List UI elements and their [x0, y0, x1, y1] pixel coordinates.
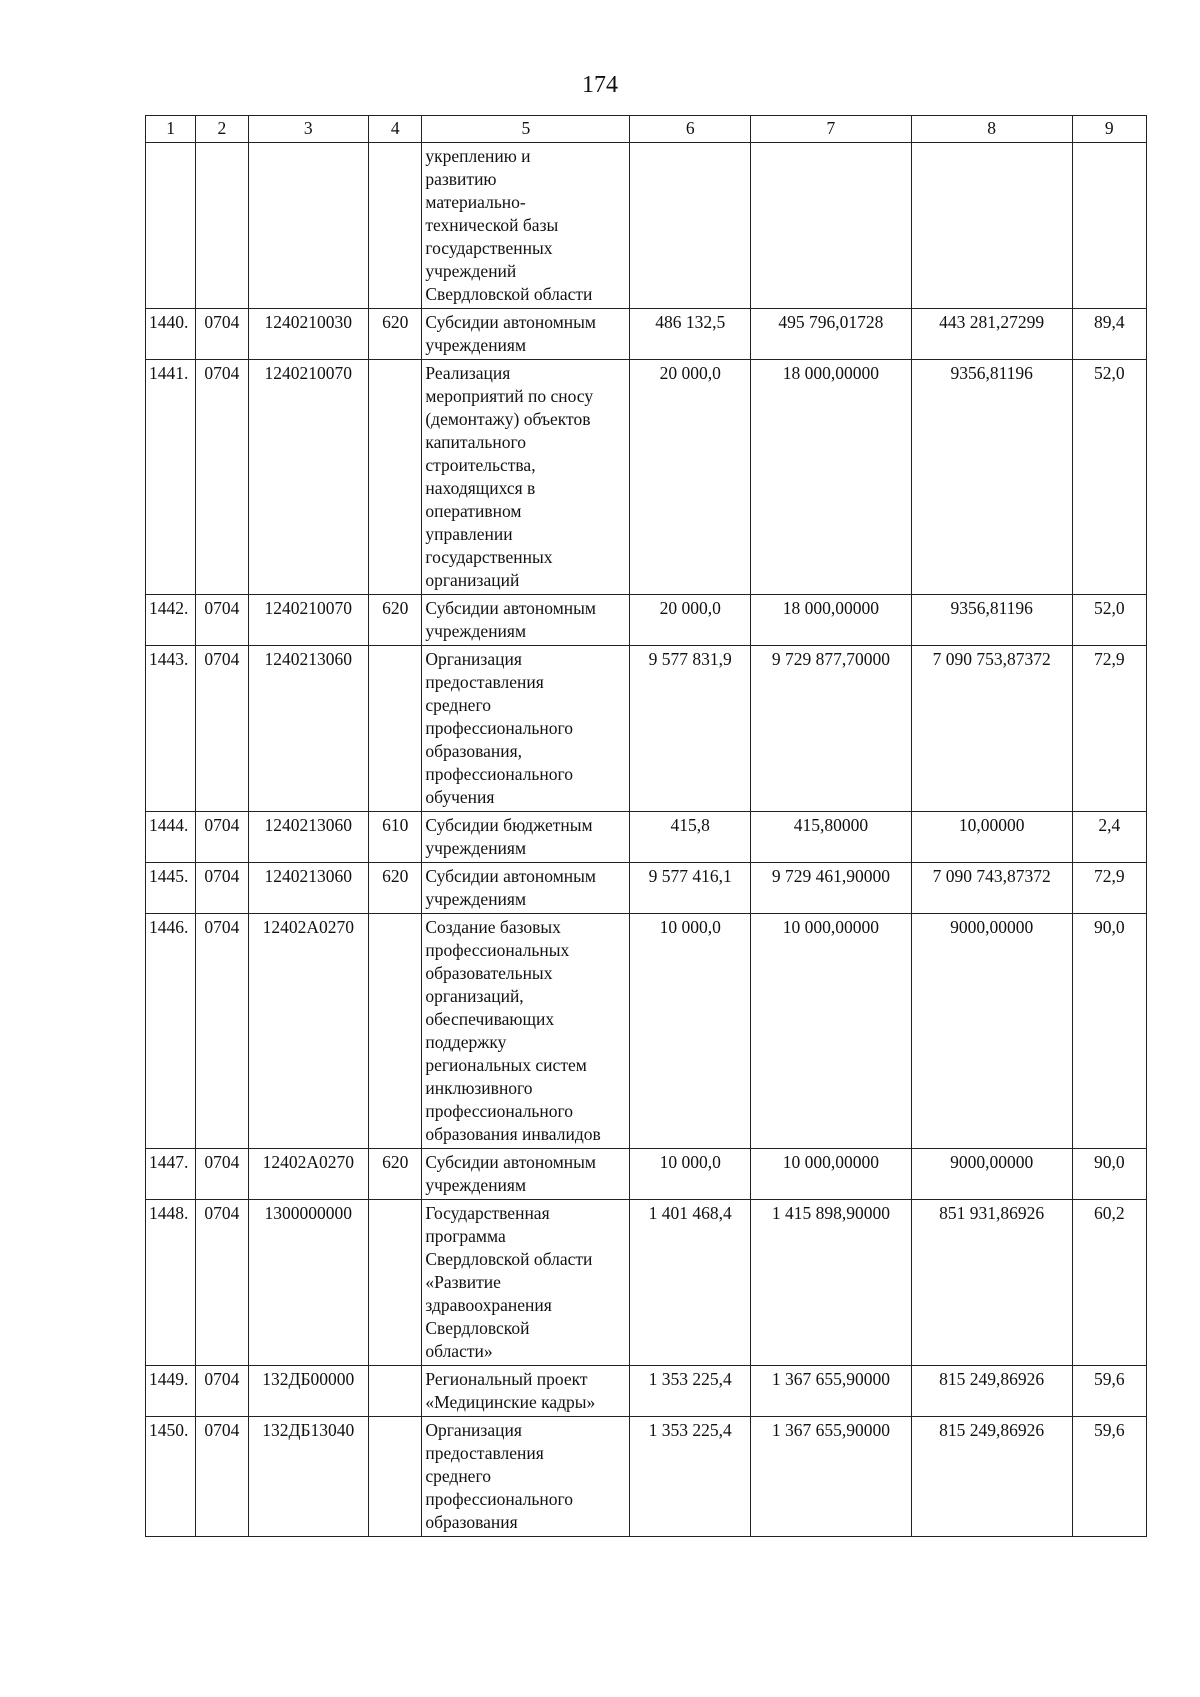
- column-header: 3: [248, 116, 369, 143]
- item-name-cell: [422, 1200, 630, 1366]
- column-header: 8: [911, 116, 1072, 143]
- section-code-text: 0704: [204, 866, 240, 886]
- executed-amount-cell: [911, 1149, 1072, 1200]
- execution-percent-cell: [1072, 1149, 1146, 1200]
- planned-amount-cell: [630, 1417, 751, 1537]
- planned-amount-cell: [630, 914, 751, 1149]
- expense-type-text: 620: [382, 866, 409, 886]
- refined-amount-cell: [750, 1200, 911, 1366]
- execution-percent-cell: [1072, 309, 1146, 360]
- execution-percent-text: 72,9: [1093, 866, 1125, 886]
- target-code-text: 1240210070: [264, 363, 353, 383]
- refined-amount-cell: [750, 360, 911, 595]
- refined-amount-cell: [750, 143, 911, 309]
- executed-amount-cell: [911, 1200, 1072, 1366]
- expense-type-cell: [369, 1200, 422, 1366]
- expense-type-cell: [369, 1149, 422, 1200]
- refined-amount-text: 9 729 877,70000: [771, 649, 890, 669]
- target-code-cell: [248, 1417, 369, 1537]
- row-number-cell: [146, 360, 196, 595]
- column-header: 4: [369, 116, 422, 143]
- executed-amount-cell: [911, 1366, 1072, 1417]
- refined-amount-cell: [750, 812, 911, 863]
- refined-amount-cell: [750, 1366, 911, 1417]
- executed-amount-cell: [911, 914, 1072, 1149]
- executed-amount-text: 7 090 743,87372: [932, 866, 1051, 886]
- item-name-cell: [422, 595, 630, 646]
- execution-percent-cell: [1072, 595, 1146, 646]
- executed-amount-text: 9356,81196: [950, 598, 1033, 618]
- expense-type-text: 620: [382, 1152, 409, 1172]
- row-number-cell: [146, 1200, 196, 1366]
- target-code-cell: [248, 360, 369, 595]
- item-name-cell: [422, 309, 630, 360]
- planned-amount-cell: [630, 1200, 751, 1366]
- planned-amount-text: 486 132,5: [655, 312, 726, 332]
- expense-type-cell: [369, 143, 422, 309]
- item-name-cell: [422, 914, 630, 1149]
- row-number-text: 1445.: [149, 866, 189, 886]
- table-row: [146, 1149, 1147, 1200]
- target-code-text: 12402А0270: [262, 917, 354, 937]
- table-row: [146, 646, 1147, 812]
- item-name-cell: [422, 646, 630, 812]
- item-name-cell: [422, 812, 630, 863]
- refined-amount-text: 1 415 898,90000: [771, 1203, 890, 1223]
- refined-amount-text: 1 367 655,90000: [771, 1369, 890, 1389]
- item-name-text: укреплению и развитию материально- технической базы государственных учреждений Свердловской области: [425, 146, 593, 304]
- section-code-text: 0704: [204, 1420, 240, 1440]
- row-number-text: 1444.: [149, 815, 189, 835]
- planned-amount-text: 1 401 468,4: [648, 1203, 732, 1223]
- table-row: [146, 914, 1147, 1149]
- section-code-text: 0704: [204, 363, 240, 383]
- item-name-cell: [422, 1149, 630, 1200]
- expense-type-cell: [369, 812, 422, 863]
- target-code-cell: [248, 1149, 369, 1200]
- target-code-text: 132ДБ00000: [262, 1369, 355, 1389]
- refined-amount-text: 18 000,00000: [782, 598, 879, 618]
- row-number-text: 1447.: [149, 1152, 189, 1172]
- table-row: [146, 309, 1147, 360]
- target-code-text: 1240213060: [264, 649, 353, 669]
- section-code-text: 0704: [204, 598, 240, 618]
- row-number-text: 1448.: [149, 1203, 189, 1223]
- target-code-cell: [248, 595, 369, 646]
- planned-amount-text: 10 000,0: [659, 917, 721, 937]
- refined-amount-cell: [750, 914, 911, 1149]
- budget-table: [145, 115, 1147, 1537]
- planned-amount-text: 20 000,0: [659, 363, 721, 383]
- execution-percent-text: 2,4: [1098, 815, 1121, 835]
- execution-percent-cell: [1072, 143, 1146, 309]
- table-row: [146, 812, 1147, 863]
- item-name-cell: [422, 863, 630, 914]
- section-code-text: 0704: [204, 815, 240, 835]
- execution-percent-text: 89,4: [1093, 312, 1125, 332]
- target-code-cell: [248, 646, 369, 812]
- target-code-text: 1240213060: [264, 866, 353, 886]
- row-number-cell: [146, 863, 196, 914]
- target-code-text: 1240210070: [264, 598, 353, 618]
- row-number-text: 1441.: [149, 363, 189, 383]
- planned-amount-text: 1 353 225,4: [648, 1369, 732, 1389]
- item-name-cell: [422, 1417, 630, 1537]
- planned-amount-cell: [630, 1149, 751, 1200]
- target-code-cell: [248, 914, 369, 1149]
- refined-amount-text: 1 367 655,90000: [771, 1420, 890, 1440]
- target-code-cell: [248, 309, 369, 360]
- item-name-text: Субсидии автономным учреждениям: [425, 598, 596, 641]
- target-code-text: 1240213060: [264, 815, 353, 835]
- executed-amount-cell: [911, 143, 1072, 309]
- refined-amount-text: 10 000,00000: [782, 917, 879, 937]
- row-number-cell: [146, 914, 196, 1149]
- planned-amount-cell: [630, 360, 751, 595]
- refined-amount-cell: [750, 646, 911, 812]
- table-row: [146, 360, 1147, 595]
- target-code-cell: [248, 812, 369, 863]
- item-name-text: Создание базовых профессиональных образовательных организаций, обеспечивающих поддержку региональных систем инклюзивного профессионального образования инвалидов: [425, 917, 601, 1144]
- expense-type-text: 620: [382, 598, 409, 618]
- execution-percent-cell: [1072, 1200, 1146, 1366]
- refined-amount-cell: [750, 1417, 911, 1537]
- execution-percent-text: 60,2: [1093, 1203, 1125, 1223]
- column-header: 9: [1072, 116, 1146, 143]
- item-name-text: Субсидии автономным учреждениям: [425, 312, 596, 355]
- section-code-cell: [196, 143, 248, 309]
- table-header-row: [146, 116, 1147, 143]
- table-row: [146, 143, 1147, 309]
- execution-percent-text: 59,6: [1093, 1420, 1125, 1440]
- row-number-text: 1450.: [149, 1420, 189, 1440]
- row-number-cell: [146, 646, 196, 812]
- section-code-cell: [196, 1417, 248, 1537]
- execution-percent-text: 90,0: [1093, 1152, 1125, 1172]
- item-name-cell: [422, 360, 630, 595]
- section-code-text: 0704: [204, 1369, 240, 1389]
- item-name-text: Региональный проект «Медицинские кадры»: [425, 1369, 596, 1412]
- execution-percent-cell: [1072, 360, 1146, 595]
- planned-amount-text: 1 353 225,4: [648, 1420, 732, 1440]
- column-header: 7: [750, 116, 911, 143]
- executed-amount-text: 9000,00000: [950, 1152, 1034, 1172]
- planned-amount-text: 9 577 416,1: [648, 866, 732, 886]
- item-name-text: Субсидии бюджетным учреждениям: [425, 815, 593, 858]
- expense-type-cell: [369, 863, 422, 914]
- item-name-cell: [422, 1366, 630, 1417]
- executed-amount-cell: [911, 863, 1072, 914]
- page-number: 174: [582, 72, 618, 98]
- section-code-text: 0704: [204, 1152, 240, 1172]
- execution-percent-text: 52,0: [1093, 363, 1125, 383]
- planned-amount-text: 415,8: [670, 815, 710, 835]
- row-number-text: 1449.: [149, 1369, 189, 1389]
- executed-amount-text: 851 931,86926: [939, 1203, 1045, 1223]
- target-code-cell: [248, 143, 369, 309]
- section-code-text: 0704: [204, 649, 240, 669]
- planned-amount-cell: [630, 309, 751, 360]
- refined-amount-cell: [750, 309, 911, 360]
- item-name-text: Организация предоставления среднего профессионального образования, профессионального обучения: [425, 649, 574, 807]
- row-number-cell: [146, 1149, 196, 1200]
- execution-percent-cell: [1072, 1417, 1146, 1537]
- execution-percent-cell: [1072, 1366, 1146, 1417]
- item-name-text: Субсидии автономным учреждениям: [425, 1152, 596, 1195]
- section-code-text: 0704: [204, 917, 240, 937]
- table-row: [146, 1200, 1147, 1366]
- planned-amount-text: 9 577 831,9: [648, 649, 732, 669]
- execution-percent-cell: [1072, 646, 1146, 812]
- planned-amount-cell: [630, 812, 751, 863]
- planned-amount-cell: [630, 595, 751, 646]
- expense-type-cell: [369, 309, 422, 360]
- expense-type-cell: [369, 1366, 422, 1417]
- section-code-cell: [196, 1149, 248, 1200]
- execution-percent-text: 52,0: [1093, 598, 1125, 618]
- expense-type-cell: [369, 595, 422, 646]
- executed-amount-text: 9356,81196: [950, 363, 1033, 383]
- row-number-text: 1442.: [149, 598, 189, 618]
- row-number-cell: [146, 812, 196, 863]
- row-number-cell: [146, 309, 196, 360]
- row-number-text: 1443.: [149, 649, 189, 669]
- item-name-cell: [422, 143, 630, 309]
- section-code-cell: [196, 309, 248, 360]
- expense-type-cell: [369, 1417, 422, 1537]
- executed-amount-text: 9000,00000: [950, 917, 1034, 937]
- section-code-cell: [196, 1200, 248, 1366]
- planned-amount-cell: [630, 1366, 751, 1417]
- execution-percent-cell: [1072, 812, 1146, 863]
- table-row: [146, 863, 1147, 914]
- expense-type-cell: [369, 360, 422, 595]
- row-number-cell: [146, 595, 196, 646]
- section-code-cell: [196, 914, 248, 1149]
- item-name-text: Государственная программа Свердловской области «Развитие здравоохранения Свердловской области»: [425, 1203, 593, 1361]
- row-number-cell: [146, 143, 196, 309]
- column-header: 5: [422, 116, 630, 143]
- refined-amount-cell: [750, 863, 911, 914]
- expense-type-text: 610: [382, 815, 409, 835]
- planned-amount-cell: [630, 863, 751, 914]
- section-code-cell: [196, 1366, 248, 1417]
- executed-amount-cell: [911, 360, 1072, 595]
- refined-amount-text: 415,80000: [793, 815, 869, 835]
- target-code-text: 1300000000: [264, 1203, 353, 1223]
- executed-amount-cell: [911, 812, 1072, 863]
- executed-amount-text: 7 090 753,87372: [932, 649, 1051, 669]
- column-header: 1: [146, 116, 196, 143]
- executed-amount-cell: [911, 646, 1072, 812]
- executed-amount-text: 815 249,86926: [939, 1369, 1045, 1389]
- refined-amount-cell: [750, 595, 911, 646]
- executed-amount-text: 10,00000: [958, 815, 1025, 835]
- target-code-text: 12402А0270: [262, 1152, 354, 1172]
- row-number-text: 1440.: [149, 312, 189, 332]
- refined-amount-text: 495 796,01728: [778, 312, 884, 332]
- refined-amount-cell: [750, 1149, 911, 1200]
- refined-amount-text: 9 729 461,90000: [771, 866, 890, 886]
- section-code-cell: [196, 812, 248, 863]
- expense-type-cell: [369, 646, 422, 812]
- refined-amount-text: 10 000,00000: [782, 1152, 879, 1172]
- target-code-text: 132ДБ13040: [262, 1420, 355, 1440]
- table-row: [146, 1366, 1147, 1417]
- planned-amount-text: 20 000,0: [659, 598, 721, 618]
- expense-type-text: 620: [382, 312, 409, 332]
- executed-amount-text: 815 249,86926: [939, 1420, 1045, 1440]
- section-code-cell: [196, 646, 248, 812]
- row-number-cell: [146, 1417, 196, 1537]
- table-row: [146, 1417, 1147, 1537]
- section-code-text: 0704: [204, 1203, 240, 1223]
- section-code-text: 0704: [204, 312, 240, 332]
- execution-percent-text: 72,9: [1093, 649, 1125, 669]
- expense-type-cell: [369, 914, 422, 1149]
- executed-amount-cell: [911, 595, 1072, 646]
- execution-percent-text: 59,6: [1093, 1369, 1125, 1389]
- section-code-cell: [196, 360, 248, 595]
- row-number-cell: [146, 1366, 196, 1417]
- executed-amount-cell: [911, 309, 1072, 360]
- column-header: 6: [630, 116, 751, 143]
- section-code-cell: [196, 863, 248, 914]
- target-code-cell: [248, 1200, 369, 1366]
- row-number-text: 1446.: [149, 917, 189, 937]
- refined-amount-text: 18 000,00000: [782, 363, 879, 383]
- planned-amount-text: 10 000,0: [659, 1152, 721, 1172]
- target-code-cell: [248, 863, 369, 914]
- table-row: [146, 595, 1147, 646]
- section-code-cell: [196, 595, 248, 646]
- execution-percent-text: 90,0: [1093, 917, 1125, 937]
- execution-percent-cell: [1072, 863, 1146, 914]
- planned-amount-cell: [630, 143, 751, 309]
- target-code-text: 1240210030: [264, 312, 353, 332]
- column-header: 2: [196, 116, 248, 143]
- execution-percent-cell: [1072, 914, 1146, 1149]
- executed-amount-cell: [911, 1417, 1072, 1537]
- target-code-cell: [248, 1366, 369, 1417]
- executed-amount-text: 443 281,27299: [939, 312, 1045, 332]
- item-name-text: Организация предоставления среднего профессионального образования: [425, 1420, 574, 1532]
- planned-amount-cell: [630, 646, 751, 812]
- item-name-text: Реализация мероприятий по сносу (демонтажу) объектов капитального строительства, находящихся в оперативном управлении государственных организаций: [425, 363, 594, 590]
- item-name-text: Субсидии автономным учреждениям: [425, 866, 596, 909]
